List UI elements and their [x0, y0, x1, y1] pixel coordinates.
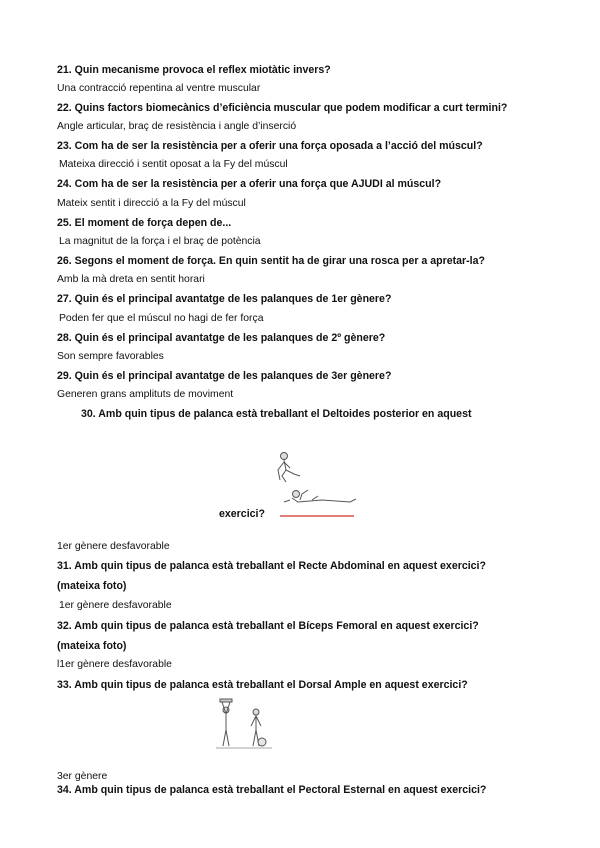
question-25: 25. El moment de força depen de... — [57, 217, 232, 229]
answer-26: Amb la mà dreta en sentit horari — [57, 274, 205, 285]
answer-24: Mateix sentit i direcció a la Fy del múscul — [57, 198, 246, 209]
answer-28: Son sempre favorables — [57, 351, 164, 362]
answer-25: La magnitut de la força i el braç de potència — [59, 236, 261, 247]
question-30: 30. Amb quin tipus de palanca està treballant el Deltoides posterior en aquest — [81, 408, 472, 420]
question-26: 26. Segons el moment de força. En quin sentit ha de girar una rosca per a apretar-la? — [57, 255, 485, 267]
answer-29: Generen grans amplituts de moviment — [57, 389, 234, 400]
question-27: 27. Quin és el principal avantatge de les palanques de 1er gènere? — [57, 293, 392, 305]
question-24: 24. Com ha de ser la resistència per a oferir una força que AJUDI al múscul? — [57, 178, 442, 190]
question-33: 33. Amb quin tipus de palanca està treballant el Dorsal Ample en aquest exercici? — [57, 679, 468, 691]
answer-32: l1er gènere desfavorable — [57, 659, 172, 670]
question-32: 32. Amb quin tipus de palanca està treballant el Bíceps Femoral en aquest exercici? — [57, 620, 479, 632]
answer-31: 1er gènere desfavorable — [59, 600, 172, 611]
question-34: 34. Amb quin tipus de palanca està treballant el Pectoral Esternal en aquest exercici? — [57, 784, 487, 796]
question-29: 29. Quin és el principal avantatge de les palanques de 3er gènere? — [57, 370, 392, 382]
exercise-figure-2 — [214, 698, 274, 754]
question-32-note: (mateixa foto) — [57, 640, 127, 652]
question-22: 22. Quins factors biomecànics d’eficiència muscular que podem modificar a curt termini? — [57, 102, 508, 114]
answer-33: 3er gènere — [57, 771, 108, 782]
question-31: 31. Amb quin tipus de palanca està treballant el Recte Abdominal en aquest exercici? — [57, 560, 486, 572]
question-30-continuation: exercici? — [219, 508, 265, 520]
answer-22: Angle articular, braç de resistència i angle d’inserció — [57, 121, 297, 132]
question-21: 21. Quin mecanisme provoca el reflex miotàtic invers? — [57, 64, 331, 76]
answer-27: Poden fer que el múscul no hagi de fer força — [59, 313, 264, 324]
exercise-figure-1 — [272, 450, 362, 520]
answer-30: 1er gènere desfavorable — [57, 541, 170, 552]
answer-23: Mateixa direcció i sentit oposat a la Fy del múscul — [59, 159, 288, 170]
question-23: 23. Com ha de ser la resistència per a oferir una força oposada a l’acció del múscul? — [57, 140, 483, 152]
question-28: 28. Quin és el principal avantatge de les palanques de 2º gènere? — [57, 332, 386, 344]
question-31-note: (mateixa foto) — [57, 580, 127, 592]
answer-21: Una contracció repentina al ventre muscular — [57, 83, 261, 94]
